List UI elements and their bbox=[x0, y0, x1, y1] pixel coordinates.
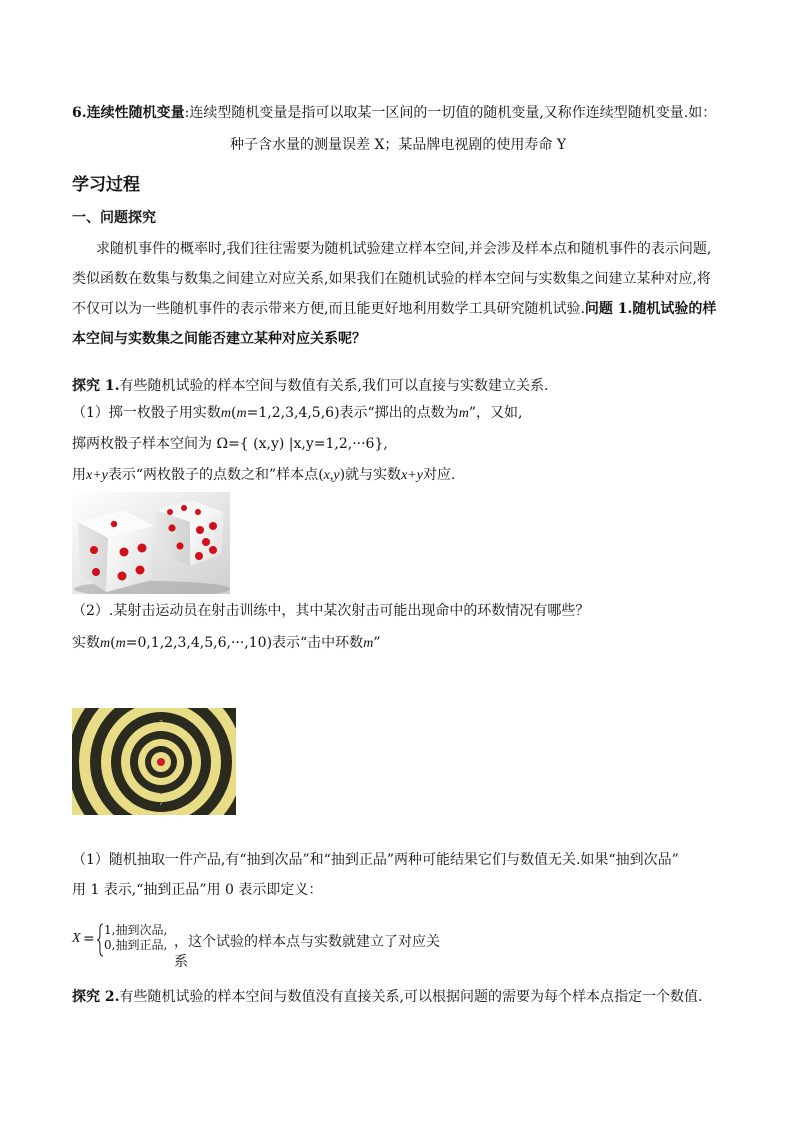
definition-line bbox=[72, 103, 716, 123]
svg-text:8: 8 bbox=[159, 731, 163, 738]
formula-conclusion: ，这个试验的样本点与实数就建立了对应关系 bbox=[174, 934, 440, 970]
explore-2-line bbox=[72, 987, 702, 1007]
subsection-title: 一、问题探究 bbox=[72, 210, 156, 226]
question-1-text-a: 随机试验的样 bbox=[632, 301, 717, 317]
section-title: 学习过程 bbox=[72, 175, 140, 195]
explore-1-label: 探究 1. bbox=[72, 378, 120, 394]
shooting-definition: 实数m(m=0,1,2,3,4,5,6,···,10)表示“击中环数m” bbox=[72, 635, 381, 651]
svg-text:7: 7 bbox=[159, 800, 163, 807]
formula-variable: X bbox=[72, 931, 81, 946]
question-1-label: 问题 1. bbox=[584, 301, 633, 317]
target-icon bbox=[72, 708, 236, 815]
intro-line-3 bbox=[72, 299, 716, 319]
brace-icon bbox=[96, 923, 104, 957]
svg-text:9: 9 bbox=[159, 779, 163, 786]
intro-line-1: 求随机事件的概率时,我们往往需要为随机试验建立样本空间,并会涉及样本点和随机事件的表示问题, bbox=[96, 241, 712, 257]
explore-1-item-1: （1）掷一枚骰子用实数m(m=1,2,3,4,5,6)表示“掷出的点数为m”，又如, bbox=[72, 405, 523, 421]
formula-equals: = bbox=[83, 931, 95, 947]
explore-1-item-2: 掷两枚骰子样本空间为 Ω={ (x,y) |x,y=1,2,···6}, bbox=[72, 436, 388, 452]
question-1-text-b: 本空间与实数集之间能否建立某种对应关系呢？ bbox=[72, 331, 366, 347]
definition-examples: 种子含水量的测量误差 X；某品牌电视剧的使用寿命 Y bbox=[230, 137, 567, 153]
svg-text:7: 7 bbox=[159, 720, 163, 727]
definition-term: 6.连续性随机变量 bbox=[72, 105, 185, 121]
dice-icon bbox=[72, 492, 230, 594]
shooting-question: （2）.某射击运动员在射击训练中，其中某次射击可能出现命中的环数情况有哪些？ bbox=[72, 603, 590, 619]
dice-image bbox=[72, 492, 230, 594]
product-line-2: 用 1 表示,“抽到正品”用 0 表示即定义： bbox=[72, 882, 323, 898]
explore-2-label: 探究 2. bbox=[72, 989, 120, 1005]
explore-2-text: 有些随机试验的样本空间与数值没有直接关系,可以根据问题的需要为每个样本点指定一个数值. bbox=[119, 989, 703, 1005]
svg-text:8: 8 bbox=[159, 789, 163, 796]
product-line-1: （1）随机抽取一件产品,有“抽到次品”和“抽到正品”两种可能结果它们与数值无关.如果“抽到次品” bbox=[72, 852, 679, 868]
formula-case-1: 1,抽到次品, bbox=[104, 923, 168, 937]
explore-1-item-3: 用x+y表示“两枚骰子的点数之和”样本点(x,y)就与实数x+y对应. bbox=[72, 467, 456, 483]
svg-text:9: 9 bbox=[159, 741, 163, 748]
intro-line-3-text: 不仅可以为一些随机事件的表示带来方便,而且能更好地利用数学工具研究随机试验. bbox=[72, 301, 585, 317]
intro-line-2: 类似函数在数集与数集之间建立对应关系,如果我们在随机试验的样本空间与实数集之间建立某种对应,将 bbox=[72, 271, 711, 287]
target-image bbox=[72, 708, 236, 815]
formula-case-2: 0,抽到正品, bbox=[104, 938, 168, 952]
explore-1-text: 有些随机试验的样本空间与数值有关系,我们可以直接与实数建立关系. bbox=[119, 378, 549, 394]
piecewise-formula bbox=[72, 922, 452, 970]
definition-text: :连续型随机变量是指可以取某一区间的一切值的随机变量,又称作连续型随机变量.如： bbox=[184, 105, 717, 121]
explore-1-line bbox=[72, 376, 548, 396]
